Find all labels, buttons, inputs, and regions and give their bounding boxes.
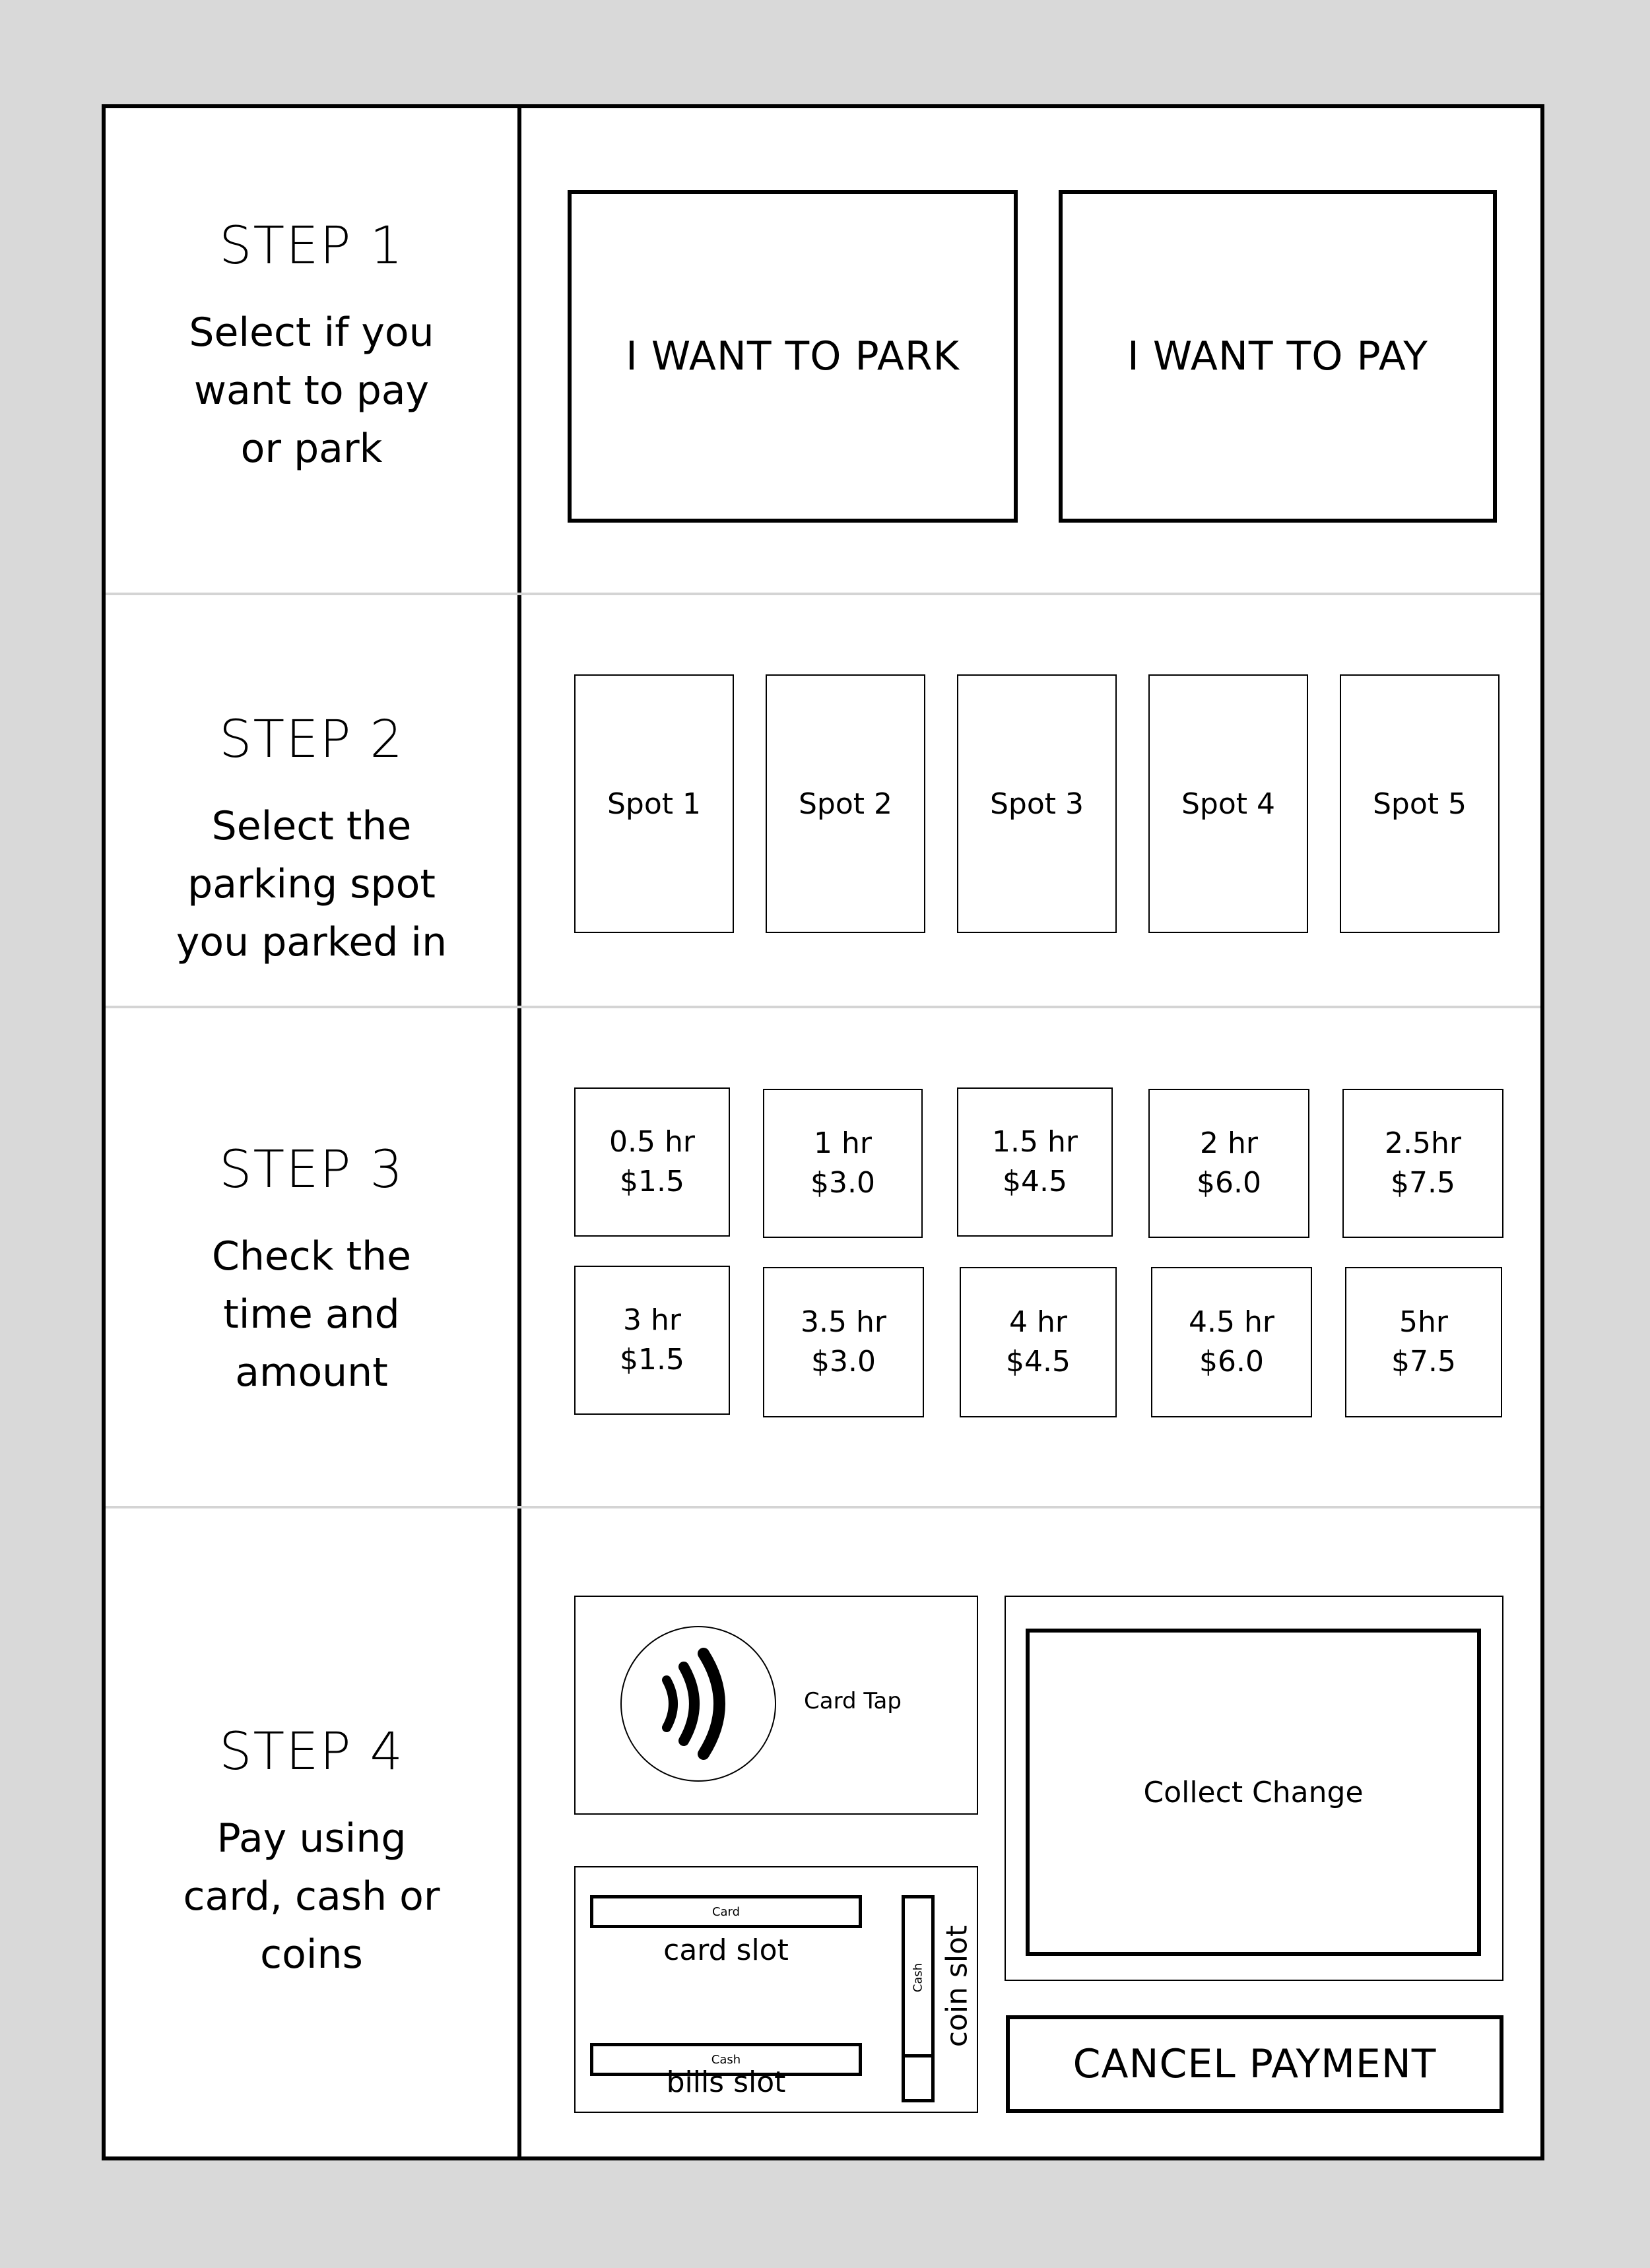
duration-option-button[interactable] bbox=[1148, 1089, 1309, 1238]
duration-time: 1 hr bbox=[814, 1126, 872, 1160]
spot-4-button[interactable]: Spot 4 bbox=[1148, 674, 1308, 933]
duration-time: 5hr bbox=[1399, 1305, 1448, 1339]
step-description bbox=[106, 1809, 517, 1984]
step-description-line: amount bbox=[235, 1349, 388, 1396]
step-description-line: you parked in bbox=[176, 919, 447, 965]
card-slot[interactable]: Card bbox=[590, 1895, 862, 1928]
contactless-icon bbox=[619, 1625, 777, 1783]
step-description-line: or park bbox=[240, 426, 383, 472]
coin-slot-divider bbox=[905, 2054, 931, 2057]
cash-slots-panel bbox=[574, 1866, 978, 2113]
step-1-instructions bbox=[106, 216, 517, 478]
step-description-line: parking spot bbox=[187, 861, 436, 907]
bills-slot[interactable]: Cash bbox=[590, 2043, 862, 2076]
duration-time: 0.5 hr bbox=[609, 1125, 695, 1159]
duration-time: 2.5hr bbox=[1385, 1126, 1461, 1160]
step-description-line: want to pay bbox=[193, 368, 430, 414]
step-2-instructions bbox=[106, 710, 517, 971]
card-tap-label: Card Tap bbox=[804, 1688, 902, 1714]
duration-option-button[interactable] bbox=[960, 1267, 1117, 1417]
step-description bbox=[106, 797, 517, 971]
duration-price: $7.5 bbox=[1391, 1345, 1456, 1378]
spot-5-button[interactable]: Spot 5 bbox=[1340, 674, 1500, 933]
row-divider bbox=[106, 1506, 1540, 1508]
step-4-instructions bbox=[106, 1722, 517, 1984]
card-slot-label: card slot bbox=[663, 1933, 789, 1967]
duration-price: $4.5 bbox=[1006, 1345, 1071, 1378]
collect-change-tray[interactable]: Collect Change bbox=[1026, 1629, 1481, 1956]
duration-time: 4 hr bbox=[1009, 1305, 1067, 1339]
step-description-line: time and bbox=[223, 1291, 400, 1338]
coin-slot[interactable] bbox=[902, 1895, 935, 2102]
bills-slot-label: bills slot bbox=[666, 2065, 786, 2099]
duration-option-button[interactable] bbox=[574, 1266, 730, 1415]
step-3-instructions bbox=[106, 1140, 517, 1402]
duration-price: $3.0 bbox=[810, 1166, 875, 1200]
step-description-line: Select if you bbox=[189, 309, 434, 356]
step-description bbox=[106, 1227, 517, 1402]
duration-price: $4.5 bbox=[1003, 1165, 1067, 1198]
duration-option-button[interactable] bbox=[763, 1267, 924, 1417]
step-description-line: Select the bbox=[211, 803, 412, 849]
duration-price: $7.5 bbox=[1391, 1166, 1455, 1200]
duration-option-button[interactable] bbox=[1342, 1089, 1503, 1238]
duration-option-button[interactable] bbox=[1151, 1267, 1312, 1417]
step-description-line: card, cash or bbox=[183, 1873, 440, 1920]
duration-price: $1.5 bbox=[620, 1343, 684, 1377]
spot-3-button[interactable]: Spot 3 bbox=[957, 674, 1117, 933]
step-description-line: Pay using bbox=[216, 1815, 407, 1862]
coin-slot-label: coin slot bbox=[940, 1925, 974, 2048]
step-description bbox=[106, 304, 517, 478]
step-description-line: coins bbox=[260, 1931, 363, 1978]
duration-option-button[interactable] bbox=[574, 1087, 730, 1237]
coin-slot-tag: Cash bbox=[911, 1962, 925, 1993]
step-title: STEP 3 bbox=[219, 1140, 404, 1200]
step-description-line: Check the bbox=[211, 1233, 412, 1280]
duration-time: 4.5 hr bbox=[1189, 1305, 1274, 1339]
duration-price: $6.0 bbox=[1199, 1345, 1264, 1378]
cancel-payment-button[interactable]: CANCEL PAYMENT bbox=[1006, 2015, 1503, 2113]
duration-time: 3.5 hr bbox=[801, 1305, 886, 1339]
row-divider bbox=[106, 593, 1540, 595]
collect-change-frame bbox=[1005, 1596, 1503, 1981]
step-title: STEP 4 bbox=[219, 1722, 404, 1782]
duration-price: $6.0 bbox=[1197, 1166, 1261, 1200]
duration-time: 2 hr bbox=[1200, 1126, 1258, 1160]
duration-time: 3 hr bbox=[623, 1303, 681, 1337]
parking-kiosk-sheet bbox=[102, 104, 1544, 2160]
duration-price: $1.5 bbox=[620, 1165, 684, 1198]
duration-option-button[interactable] bbox=[1345, 1267, 1502, 1417]
duration-option-button[interactable] bbox=[957, 1087, 1113, 1237]
column-divider bbox=[517, 108, 521, 2156]
duration-time: 1.5 hr bbox=[992, 1125, 1078, 1159]
duration-option-button[interactable] bbox=[763, 1089, 923, 1238]
spot-2-button[interactable]: Spot 2 bbox=[766, 674, 925, 933]
spot-1-button[interactable]: Spot 1 bbox=[574, 674, 734, 933]
row-divider bbox=[106, 1006, 1540, 1008]
park-button[interactable]: I WANT TO PARK bbox=[568, 190, 1018, 523]
pay-button[interactable]: I WANT TO PAY bbox=[1059, 190, 1497, 523]
card-tap-reader[interactable] bbox=[574, 1596, 978, 1815]
step-title: STEP 2 bbox=[219, 710, 404, 769]
duration-price: $3.0 bbox=[811, 1345, 876, 1378]
step-title: STEP 1 bbox=[219, 216, 404, 276]
